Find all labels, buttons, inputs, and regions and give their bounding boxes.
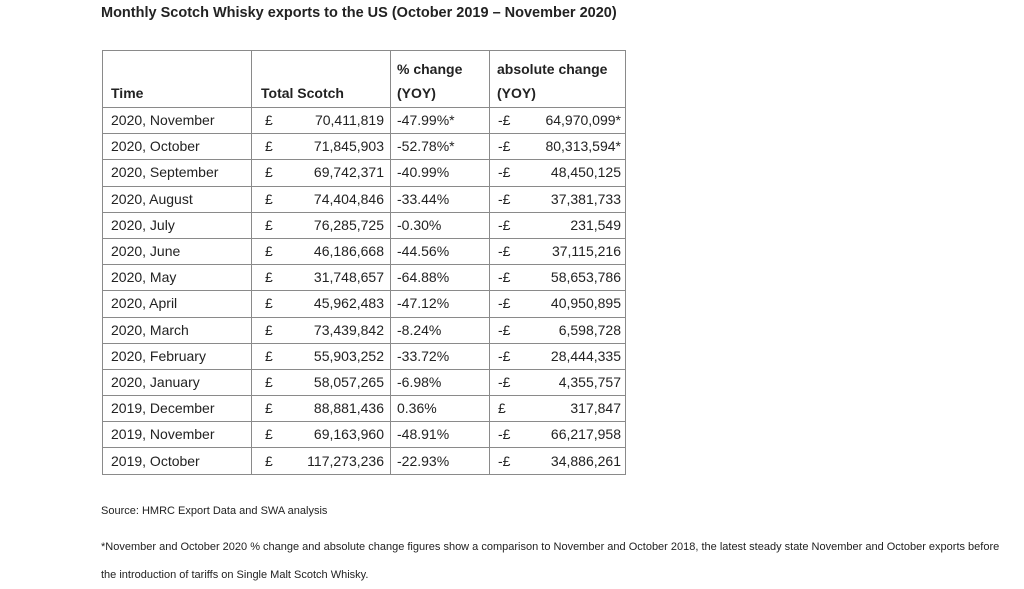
- total-value: 74,404,846: [313, 190, 384, 207]
- total-value: 117,273,236: [307, 452, 384, 469]
- absolute-value: 6,598,728: [558, 321, 621, 338]
- absolute-value: 4,355,757: [558, 373, 621, 390]
- cell-absolute-change: [490, 238, 626, 264]
- cell-time: 2019, October: [103, 448, 252, 474]
- cell-absolute-change: [490, 265, 626, 291]
- table-row: [103, 160, 626, 186]
- currency-symbol: £: [265, 138, 273, 155]
- table-row: [103, 291, 626, 317]
- table-row: [103, 422, 626, 448]
- total-value: 31,748,657: [313, 269, 384, 286]
- cell-total: [252, 396, 391, 422]
- cell-percent-change: -47.12%: [391, 291, 490, 317]
- absolute-sign: -£: [498, 321, 511, 338]
- cell-percent-change: -40.99%: [391, 160, 490, 186]
- absolute-value: 28,444,335: [550, 347, 621, 364]
- table-row: [103, 212, 626, 238]
- cell-total: [252, 265, 391, 291]
- currency-symbol: £: [265, 452, 273, 469]
- absolute-sign: -£: [498, 373, 511, 390]
- header-time: Time: [103, 51, 252, 108]
- header-absolute-change: absolute change (YOY): [490, 51, 626, 108]
- cell-total: [252, 422, 391, 448]
- absolute-sign: -£: [498, 138, 511, 155]
- cell-absolute-change: [490, 291, 626, 317]
- cell-total: [252, 134, 391, 160]
- exports-table: [102, 50, 626, 475]
- cell-time: 2020, May: [103, 265, 252, 291]
- cell-time: 2020, March: [103, 317, 252, 343]
- total-value: 55,903,252: [313, 347, 384, 364]
- table-row: [103, 238, 626, 264]
- cell-percent-change: -8.24%: [391, 317, 490, 343]
- table-row: [103, 396, 626, 422]
- total-value: 45,962,483: [313, 295, 384, 312]
- cell-absolute-change: [490, 160, 626, 186]
- cell-percent-change: -33.44%: [391, 186, 490, 212]
- currency-symbol: £: [265, 347, 273, 364]
- table-row: [103, 265, 626, 291]
- cell-percent-change: -6.98%: [391, 369, 490, 395]
- currency-symbol: £: [265, 269, 273, 286]
- absolute-sign: -£: [498, 452, 511, 469]
- currency-symbol: £: [265, 373, 273, 390]
- header-total-scotch: Total Scotch: [252, 51, 391, 108]
- cell-time: 2020, June: [103, 238, 252, 264]
- total-value: 58,057,265: [313, 373, 384, 390]
- absolute-value: 317,847: [570, 400, 621, 417]
- total-value: 73,439,842: [313, 321, 384, 338]
- cell-time: 2020, January: [103, 369, 252, 395]
- currency-symbol: £: [265, 295, 273, 312]
- cell-percent-change: -47.99%*: [391, 108, 490, 134]
- cell-total: [252, 317, 391, 343]
- cell-time: 2020, April: [103, 291, 252, 317]
- absolute-sign: -£: [498, 295, 511, 312]
- absolute-value: 37,115,216: [551, 243, 621, 260]
- cell-absolute-change: [490, 186, 626, 212]
- absolute-sign: -£: [498, 164, 511, 181]
- cell-percent-change: -48.91%: [391, 422, 490, 448]
- cell-time: 2019, December: [103, 396, 252, 422]
- total-value: 70,411,819: [314, 112, 384, 129]
- absolute-value: 64,970,099*: [545, 112, 621, 129]
- absolute-sign: -£: [498, 216, 511, 233]
- absolute-value: 40,950,895: [550, 295, 621, 312]
- cell-total: [252, 369, 391, 395]
- absolute-value: 48,450,125: [550, 164, 621, 181]
- currency-symbol: £: [265, 112, 273, 129]
- total-value: 69,163,960: [313, 426, 384, 443]
- absolute-sign: -£: [498, 190, 511, 207]
- total-value: 46,186,668: [313, 243, 384, 260]
- cell-percent-change: 0.36%: [391, 396, 490, 422]
- cell-percent-change: -33.72%: [391, 343, 490, 369]
- absolute-value: 58,653,786: [550, 269, 621, 286]
- table-row: [103, 448, 626, 474]
- total-value: 69,742,371: [313, 164, 384, 181]
- table-row: [103, 108, 626, 134]
- cell-absolute-change: [490, 317, 626, 343]
- cell-absolute-change: [490, 108, 626, 134]
- cell-total: [252, 186, 391, 212]
- cell-absolute-change: [490, 212, 626, 238]
- cell-total: [252, 448, 391, 474]
- cell-total: [252, 343, 391, 369]
- absolute-value: 66,217,958: [550, 426, 621, 443]
- page-title: Monthly Scotch Whisky exports to the US (October 2019 – November 2020): [101, 5, 617, 21]
- cell-time: 2020, November: [103, 108, 252, 134]
- cell-total: [252, 291, 391, 317]
- currency-symbol: £: [265, 164, 273, 181]
- absolute-sign: -£: [498, 112, 511, 129]
- cell-time: 2020, August: [103, 186, 252, 212]
- total-value: 88,881,436: [313, 400, 384, 417]
- cell-percent-change: -44.56%: [391, 238, 490, 264]
- table-row: [103, 317, 626, 343]
- absolute-sign: -£: [498, 347, 511, 364]
- absolute-value: 80,313,594*: [545, 138, 621, 155]
- cell-percent-change: -0.30%: [391, 212, 490, 238]
- currency-symbol: £: [265, 321, 273, 338]
- total-value: 76,285,725: [313, 216, 384, 233]
- footnote: *November and October 2020 % change and absolute change figures show a comparison to November and October 2018, the latest steady state November and October exports before the introduction of tariffs on Single Malt Scotch Whisky.: [101, 541, 1000, 581]
- cell-total: [252, 212, 391, 238]
- absolute-value: 34,886,261: [550, 452, 621, 469]
- absolute-sign: -£: [498, 243, 511, 260]
- cell-percent-change: -22.93%: [391, 448, 490, 474]
- table-row: [103, 134, 626, 160]
- cell-absolute-change: [490, 369, 626, 395]
- cell-absolute-change: [490, 422, 626, 448]
- currency-symbol: £: [265, 400, 273, 417]
- currency-symbol: £: [265, 426, 273, 443]
- absolute-sign: -£: [498, 269, 511, 286]
- cell-total: [252, 160, 391, 186]
- header-percent-change: % change (YOY): [391, 51, 490, 108]
- cell-time: 2020, October: [103, 134, 252, 160]
- absolute-value: 37,381,733: [550, 190, 621, 207]
- cell-percent-change: -52.78%*: [391, 134, 490, 160]
- cell-time: 2020, September: [103, 160, 252, 186]
- cell-time: 2020, July: [103, 212, 252, 238]
- table-row: [103, 186, 626, 212]
- table-row: [103, 369, 626, 395]
- cell-total: [252, 108, 391, 134]
- cell-absolute-change: [490, 396, 626, 422]
- currency-symbol: £: [265, 216, 273, 233]
- currency-symbol: £: [265, 190, 273, 207]
- cell-absolute-change: [490, 343, 626, 369]
- total-value: 71,845,903: [313, 138, 384, 155]
- cell-absolute-change: [490, 448, 626, 474]
- absolute-sign: £: [498, 400, 506, 417]
- table-body: [103, 108, 626, 475]
- table-header-row: [103, 51, 626, 108]
- absolute-value: 231,549: [570, 216, 621, 233]
- source-note: Source: HMRC Export Data and SWA analysis: [101, 505, 328, 517]
- cell-absolute-change: [490, 134, 626, 160]
- absolute-sign: -£: [498, 426, 511, 443]
- currency-symbol: £: [265, 243, 273, 260]
- cell-percent-change: -64.88%: [391, 265, 490, 291]
- cell-time: 2019, November: [103, 422, 252, 448]
- table-row: [103, 343, 626, 369]
- cell-time: 2020, February: [103, 343, 252, 369]
- cell-total: [252, 238, 391, 264]
